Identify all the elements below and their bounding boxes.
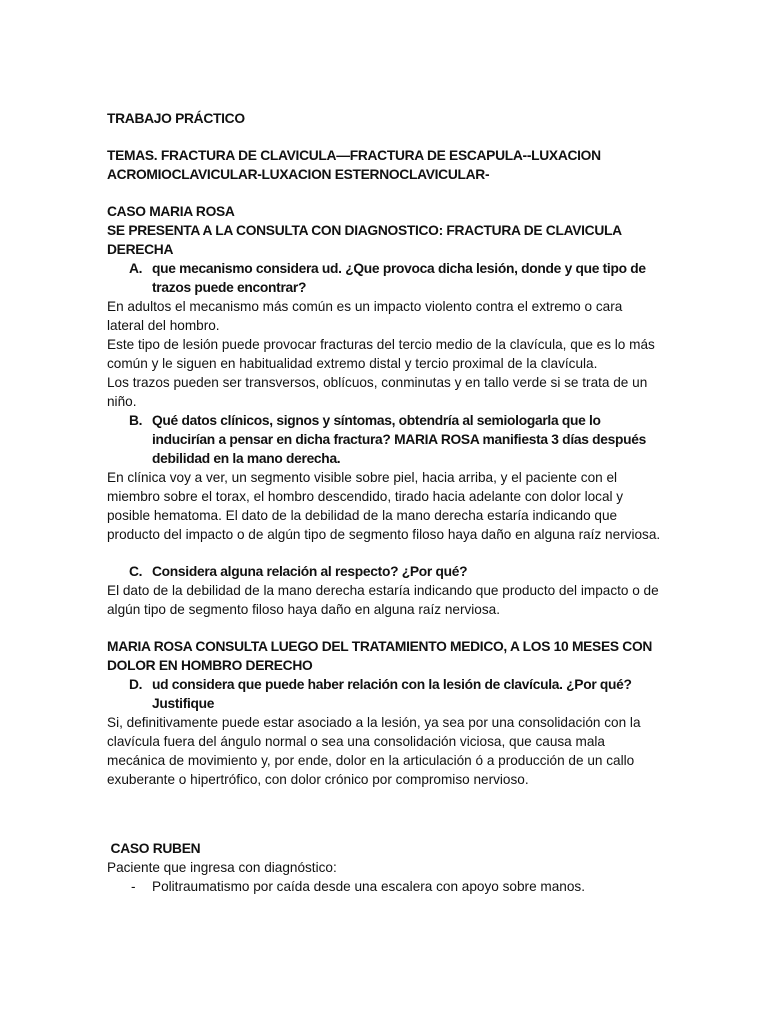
question-b: [107, 411, 663, 468]
question-b-text: Qué datos clínicos, signos y síntomas, obtendría al semiologarla que lo inducirían a pensar en dicha fractura? MARIA ROSA manifiesta 3 días después debilidad en la mano derecha.: [152, 413, 647, 466]
question-a: [107, 259, 663, 297]
followup-heading: MARIA ROSA CONSULTA LUEGO DEL TRATAMIENTO MEDICO, A LOS 10 MESES CON DOLOR EN HOMBRO DERECHO: [107, 639, 653, 673]
question-a-letter: A.: [129, 261, 143, 276]
document-page: [107, 109, 663, 896]
case-ruben-intro: Paciente que ingresa con diagnóstico:: [107, 860, 337, 875]
question-c: [107, 562, 663, 581]
question-b-letter: B.: [129, 413, 143, 428]
list-dash: -: [131, 879, 136, 894]
question-d-text: ud considera que puede haber relación con la lesión de clavícula. ¿Por qué? Justifique: [152, 677, 632, 711]
question-c-text: Considera alguna relación al respecto? ¿Por qué?: [152, 564, 468, 579]
question-c-letter: C.: [129, 564, 143, 579]
document-title: TRABAJO PRÁCTICO: [107, 111, 245, 126]
answer-a-paragraph: En adultos el mecanismo más común es un impacto violento contra el extremo o cara lateral del hombro.: [107, 299, 623, 333]
case-maria-rosa-heading: CASO MARIA ROSA: [107, 204, 235, 219]
question-a-text: que mecanismo considera ud. ¿Que provoca dicha lesión, donde y que tipo de trazos puede encontrar?: [152, 261, 646, 295]
answer-a-paragraph: Este tipo de lesión puede provocar fracturas del tercio medio de la clavícula, que es lo más común y le siguen en habitualidad extremo distal y tercio proximal de la clavícula.: [107, 337, 655, 371]
list-item: [107, 877, 663, 896]
answer-d-paragraph: Si, definitivamente puede estar asociado a la lesión, ya sea por una consolidación con la clavícula fuera del ángulo normal o sea una consolidación viciosa, que causa mala mecánica de movimiento y, por ende, dolor en la articulación ó a producción de un callo exuberante o hipertrófico, con dolor crónico por compromiso nervioso.: [107, 715, 641, 787]
question-d: [107, 675, 663, 713]
question-d-letter: D.: [129, 677, 143, 692]
answer-b-paragraph: En clínica voy a ver, un segmento visible sobre piel, hacia arriba, y el paciente con el miembro sobre el torax, el hombro descendido, tirado hacia adelante con dolor local y posible hematoma. El dato de la debilidad de la mano derecha estaría indicando que producto del impacto o de algún tipo de segmento filoso haya daño en alguna raíz nerviosa.: [107, 470, 661, 542]
temas-heading: TEMAS. FRACTURA DE CLAVICULA—FRACTURA DE ESCAPULA--LUXACION ACROMIOCLAVICULAR-LUXACION ESTERNOCLAVICULAR-: [107, 148, 601, 182]
case-maria-rosa-diagnosis: SE PRESENTA A LA CONSULTA CON DIAGNOSTICO: FRACTURA DE CLAVICULA DERECHA: [107, 223, 622, 257]
list-item-text: Politraumatismo por caída desde una escalera con apoyo sobre manos.: [152, 879, 585, 894]
answer-a-paragraph: Los trazos pueden ser transversos, oblícuos, conminutas y en tallo verde si se trata de un niño.: [107, 375, 648, 409]
answer-c-paragraph: El dato de la debilidad de la mano derecha estaría indicando que producto del impacto o de algún tipo de segmento filoso haya daño en alguna raíz nerviosa.: [107, 583, 659, 617]
case-ruben-heading: CASO RUBEN: [107, 841, 201, 856]
